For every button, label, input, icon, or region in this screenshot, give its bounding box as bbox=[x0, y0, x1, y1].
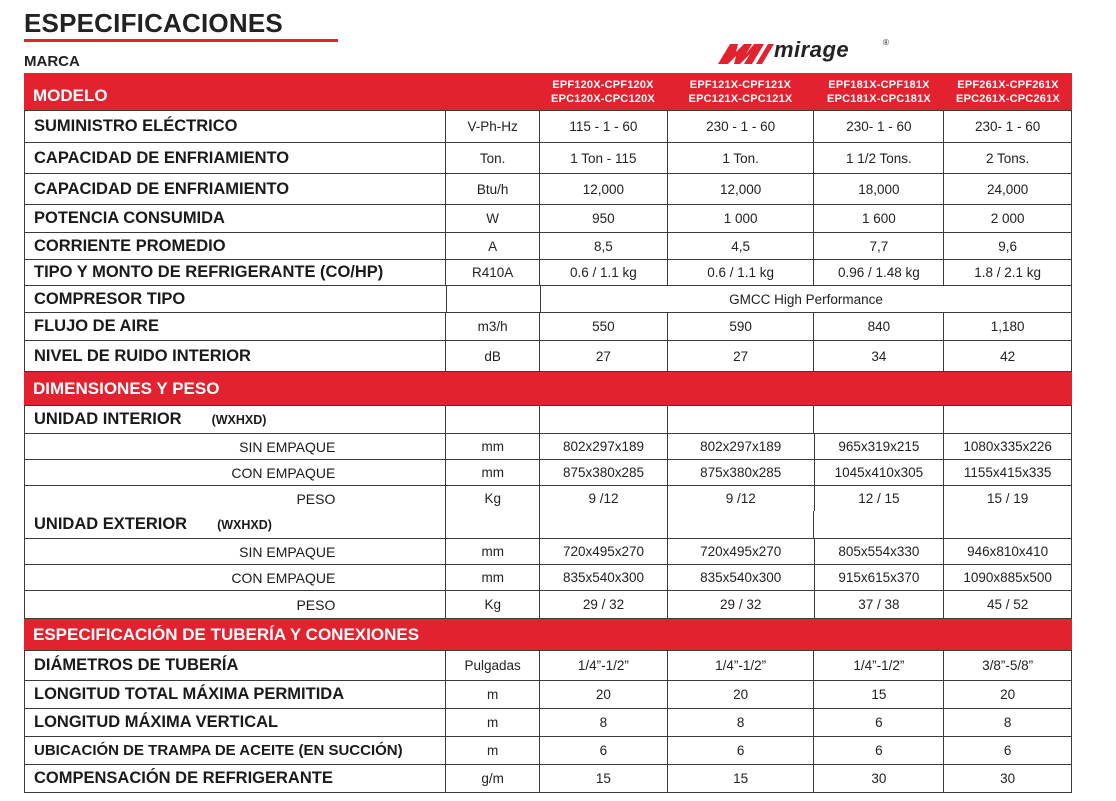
cell-value: 20 bbox=[943, 681, 1071, 708]
cell-value: 15 / 19 bbox=[943, 486, 1071, 511]
cell-value: 24,000 bbox=[943, 174, 1071, 204]
row-unit: g/m bbox=[445, 765, 539, 792]
cell-value: 1,180 bbox=[943, 313, 1071, 340]
row-label: DIÁMETROS DE TUBERÍA bbox=[34, 656, 239, 674]
table-row bbox=[25, 651, 1071, 681]
cell-value: 1/4”-1/2” bbox=[813, 651, 943, 680]
cell-value: 230- 1 - 60 bbox=[813, 111, 943, 142]
cell-value: 835x540x300 bbox=[539, 565, 667, 590]
row-sublabel: CON EMPAQUE bbox=[231, 464, 336, 481]
cell-value: 720x495x270 bbox=[539, 539, 667, 564]
row-label: LONGITUD MÁXIMA VERTICAL bbox=[34, 713, 279, 731]
cell-value: 27 bbox=[539, 341, 667, 371]
table-row bbox=[25, 565, 1071, 591]
cell-value: 9 /12 bbox=[667, 486, 814, 511]
table-row bbox=[25, 539, 1071, 565]
row-label: COMPRESOR TIPO bbox=[34, 289, 186, 308]
cell-value: 590 bbox=[667, 313, 814, 340]
row-unit: mm bbox=[445, 460, 539, 485]
cell-value: 37 / 38 bbox=[814, 591, 944, 618]
cell-value: 8 bbox=[943, 709, 1071, 736]
brand-logo-registered: ® bbox=[883, 38, 889, 47]
row-unit: m bbox=[445, 737, 539, 764]
row-unit: W bbox=[445, 205, 539, 232]
cell-value: 27 bbox=[667, 341, 814, 371]
row-label: CAPACIDAD DE ENFRIAMIENTO bbox=[34, 179, 290, 198]
model-code-1b: EPC120X-CPC120X bbox=[551, 92, 655, 105]
cell-value: 1045x410x305 bbox=[814, 460, 944, 485]
cell-value bbox=[813, 406, 943, 433]
cell-value: 1090x885x500 bbox=[943, 565, 1071, 590]
row-label: TIPO Y MONTO DE REFRIGERANTE (CO/HP) bbox=[34, 263, 384, 281]
brand-logo-text: mirage bbox=[774, 37, 850, 62]
cell-value bbox=[539, 406, 667, 433]
row-unit: R410A bbox=[445, 260, 539, 285]
cell-value: 6 bbox=[667, 737, 814, 764]
row-unit bbox=[445, 406, 539, 433]
general-specs bbox=[24, 111, 1072, 372]
row-sublabel: SIN EMPAQUE bbox=[239, 438, 336, 455]
cell-value: 1/4”-1/2” bbox=[667, 651, 814, 680]
row-sublabel: CON EMPAQUE bbox=[231, 569, 336, 586]
table-row bbox=[25, 143, 1071, 174]
cell-value: 1/4”-1/2” bbox=[539, 651, 667, 680]
row-unit: Pulgadas bbox=[445, 651, 539, 680]
title-underline bbox=[24, 39, 338, 42]
row-label: POTENCIA CONSUMIDA bbox=[34, 209, 225, 227]
table-row bbox=[25, 709, 1071, 737]
cell-value: 835x540x300 bbox=[667, 565, 814, 590]
model-column bbox=[667, 73, 814, 110]
row-unit bbox=[445, 511, 539, 538]
row-unit: V-Ph-Hz bbox=[445, 111, 539, 142]
cell-value: 3/8”-5/8” bbox=[943, 651, 1071, 680]
row-unit: dB bbox=[445, 341, 539, 371]
cell-value: 6 bbox=[813, 709, 943, 736]
cell-value: 965x319x215 bbox=[814, 434, 944, 459]
cell-value: 7,7 bbox=[813, 233, 943, 259]
cell-value: 8 bbox=[667, 709, 814, 736]
row-label: COMPENSACIÓN DE REFRIGERANTE bbox=[34, 769, 333, 787]
cell-value bbox=[943, 511, 1071, 538]
cell-value: 29 / 32 bbox=[667, 591, 814, 618]
cell-value: 0.6 / 1.1 kg bbox=[539, 260, 667, 285]
dimensions-table bbox=[24, 406, 1072, 619]
cell-value: 875x380x285 bbox=[667, 460, 814, 485]
cell-value: 15 bbox=[813, 681, 943, 708]
cell-value: 805x554x330 bbox=[814, 539, 944, 564]
dimension-note: (WXHXD) bbox=[211, 412, 267, 427]
table-row bbox=[25, 111, 1071, 143]
exterior-unit-label: UNIDAD EXTERIOR bbox=[34, 515, 188, 533]
row-label: SUMINISTRO ELÉCTRICO bbox=[34, 117, 238, 135]
cell-value: 840 bbox=[813, 313, 943, 340]
cell-value: 1 000 bbox=[667, 205, 814, 232]
model-code-2a: EPF121X-CPF121X bbox=[689, 78, 792, 91]
table-row bbox=[25, 406, 1071, 434]
model-column bbox=[539, 73, 667, 110]
cell-value: 1155x415x335 bbox=[943, 460, 1071, 485]
row-label: CORRIENTE PROMEDIO bbox=[34, 236, 226, 255]
cell-value: 20 bbox=[667, 681, 814, 708]
model-code-4a: EPF261X-CPF261X bbox=[957, 78, 1059, 91]
cell-value: 34 bbox=[813, 341, 943, 371]
cell-value: 1 Ton - 115 bbox=[539, 143, 667, 173]
row-unit: m3/h bbox=[445, 313, 539, 340]
row-label: UBICACIÓN DE TRAMPA DE ACEITE (EN SUCCIÓN) bbox=[34, 742, 403, 759]
cell-value: 915x615x370 bbox=[814, 565, 944, 590]
row-unit: m bbox=[445, 709, 539, 736]
cell-value: 950 bbox=[539, 205, 667, 232]
cell-value: 15 bbox=[539, 765, 667, 792]
section-title: ESPECIFICACIÓN DE TUBERÍA Y CONEXIONES bbox=[33, 624, 420, 644]
row-unit bbox=[446, 286, 540, 312]
model-code-1a: EPF120X-CPF120X bbox=[552, 78, 654, 91]
cell-value: 2 000 bbox=[943, 205, 1071, 232]
cell-value: 30 bbox=[943, 765, 1071, 792]
cell-value: 8 bbox=[539, 709, 667, 736]
cell-value: 230- 1 - 60 bbox=[943, 111, 1071, 142]
table-row bbox=[25, 233, 1071, 260]
table-row bbox=[25, 765, 1071, 793]
cell-value: 802x297x189 bbox=[667, 434, 814, 459]
cell-value: 1 1/2 Tons. bbox=[813, 143, 943, 173]
table-row bbox=[25, 591, 1071, 619]
table-row bbox=[25, 260, 1071, 286]
model-column bbox=[814, 73, 944, 110]
table-row bbox=[25, 737, 1071, 765]
table-row bbox=[25, 313, 1071, 341]
model-code-3a: EPF181X-CPF181X bbox=[828, 78, 930, 91]
cell-value: 30 bbox=[813, 765, 943, 792]
cell-value: 802x297x189 bbox=[539, 434, 667, 459]
cell-value: 0.6 / 1.1 kg bbox=[667, 260, 814, 285]
row-unit: Btu/h bbox=[445, 174, 539, 204]
row-unit: m bbox=[445, 681, 539, 708]
cell-value: 1 Ton. bbox=[667, 143, 814, 173]
row-unit: Kg bbox=[445, 486, 539, 511]
row-sublabel: PESO bbox=[296, 490, 336, 507]
cell-value: 12 / 15 bbox=[814, 486, 944, 511]
section-header-dimensions bbox=[24, 372, 1072, 406]
model-label: MODELO bbox=[33, 85, 108, 105]
row-unit: mm bbox=[445, 434, 539, 459]
cell-value: 9 /12 bbox=[539, 486, 667, 511]
cell-value: 9,6 bbox=[943, 233, 1071, 259]
compressor-value: GMCC High Performance bbox=[540, 286, 1071, 312]
table-row bbox=[25, 341, 1071, 372]
cell-value: 6 bbox=[539, 737, 667, 764]
cell-value: 875x380x285 bbox=[539, 460, 667, 485]
row-label bbox=[25, 406, 445, 433]
row-unit: Ton. bbox=[445, 143, 539, 173]
table-row bbox=[25, 681, 1071, 709]
row-unit: mm bbox=[445, 565, 539, 590]
cell-value: 1080x335x226 bbox=[943, 434, 1071, 459]
table-row bbox=[25, 286, 1071, 313]
table-row bbox=[25, 511, 1071, 539]
cell-value bbox=[813, 511, 943, 538]
cell-value: 550 bbox=[539, 313, 667, 340]
cell-value: 1.8 / 2.1 kg bbox=[943, 260, 1071, 285]
cell-value: 0.96 / 1.48 kg bbox=[813, 260, 943, 285]
cell-value: 115 - 1 - 60 bbox=[539, 111, 667, 142]
row-label: FLUJO DE AIRE bbox=[34, 317, 159, 335]
cell-value: 6 bbox=[943, 737, 1071, 764]
piping-table bbox=[24, 651, 1072, 793]
section-title: DIMENSIONES Y PESO bbox=[33, 378, 220, 398]
row-sublabel: SIN EMPAQUE bbox=[239, 543, 336, 560]
cell-value: 2 Tons. bbox=[943, 143, 1071, 173]
interior-unit-label: UNIDAD INTERIOR bbox=[34, 410, 182, 428]
row-unit: mm bbox=[445, 539, 539, 564]
cell-value: 12,000 bbox=[667, 174, 814, 204]
table-row bbox=[25, 174, 1071, 205]
table-row bbox=[25, 486, 1071, 511]
cell-value bbox=[943, 406, 1071, 433]
cell-value: 45 / 52 bbox=[943, 591, 1071, 618]
cell-value: 6 bbox=[813, 737, 943, 764]
cell-value: 18,000 bbox=[813, 174, 943, 204]
dimension-note: (WXHXD) bbox=[217, 517, 272, 532]
table-row bbox=[25, 434, 1071, 460]
table-row bbox=[25, 460, 1071, 486]
cell-value: 230 - 1 - 60 bbox=[667, 111, 814, 142]
row-label: NIVEL DE RUIDO INTERIOR bbox=[34, 346, 251, 365]
model-header-row bbox=[24, 73, 1072, 111]
row-sublabel: PESO bbox=[296, 596, 336, 613]
row-label: LONGITUD TOTAL MÁXIMA PERMITIDA bbox=[34, 685, 345, 703]
cell-value: 8,5 bbox=[539, 233, 667, 259]
cell-value: 42 bbox=[943, 341, 1071, 371]
row-label bbox=[25, 511, 445, 538]
row-label: CAPACIDAD DE ENFRIAMIENTO bbox=[34, 148, 290, 167]
cell-value: 29 / 32 bbox=[539, 591, 667, 618]
cell-value: 1 600 bbox=[813, 205, 943, 232]
cell-value: 720x495x270 bbox=[667, 539, 814, 564]
spec-table bbox=[24, 73, 1072, 793]
section-header-piping bbox=[24, 619, 1072, 651]
brand-label: MARCA bbox=[24, 53, 80, 70]
cell-value: 4,5 bbox=[667, 233, 814, 259]
page-title: ESPECIFICACIONES bbox=[24, 8, 283, 38]
cell-value bbox=[539, 511, 667, 538]
row-unit: Kg bbox=[445, 591, 539, 618]
model-code-2b: EPC121X-CPC121X bbox=[688, 92, 793, 105]
table-row bbox=[25, 205, 1071, 233]
cell-value: 20 bbox=[539, 681, 667, 708]
cell-value: 15 bbox=[667, 765, 814, 792]
cell-value bbox=[667, 511, 814, 538]
cell-value: 946x810x410 bbox=[943, 539, 1071, 564]
row-unit: A bbox=[445, 233, 539, 259]
model-code-4b: EPC261X-CPC261X bbox=[956, 92, 1060, 105]
cell-value bbox=[667, 406, 814, 433]
cell-value: 12,000 bbox=[539, 174, 667, 204]
model-code-3b: EPC181X-CPC181X bbox=[827, 92, 931, 105]
model-column bbox=[944, 73, 1072, 110]
